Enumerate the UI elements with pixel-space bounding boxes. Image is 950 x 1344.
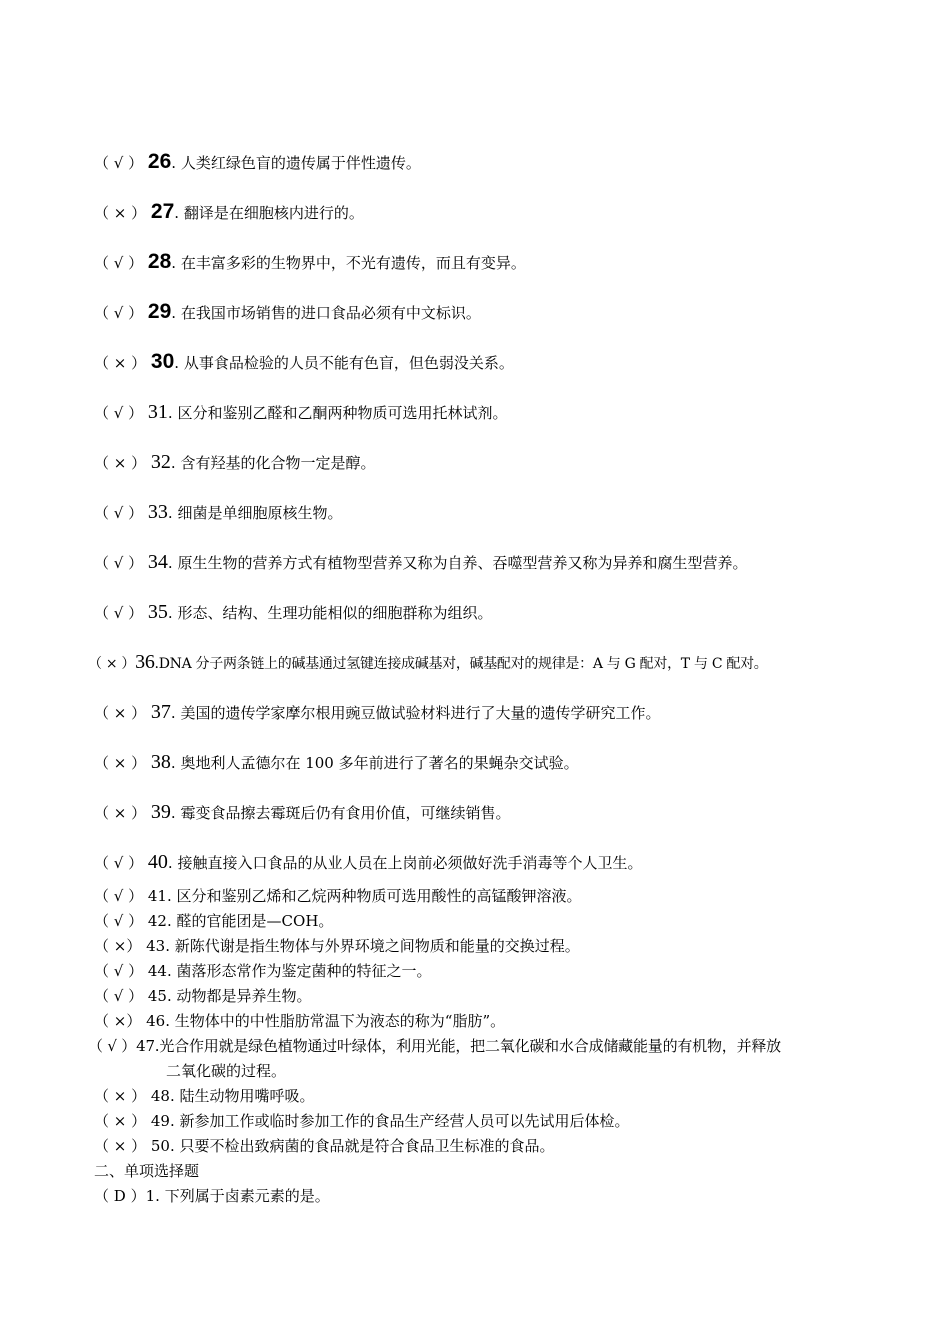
answer-mark: （ √ ） <box>94 987 144 1005</box>
tf-item-37: （ × ） 37. 美国的遗传学家摩尔根用豌豆做试验材料进行了大量的遗传学研究工作。 <box>94 701 661 723</box>
mc-item-1: （ D ）1. 下列属于卤素元素的是。 <box>94 1187 330 1205</box>
item-text: 美国的遗传学家摩尔根用豌豆做试验材料进行了大量的遗传学研究工作。 <box>180 704 661 722</box>
item-text: 在我国市场销售的进口食品必须有中文标识。 <box>180 304 481 322</box>
answer-mark: （ × ） <box>94 1112 147 1130</box>
answer-mark: （ √ ） <box>94 504 144 522</box>
item-number: 34 <box>147 551 168 573</box>
tf-item-48: （ × ） 48. 陆生动物用嘴呼吸。 <box>94 1087 315 1105</box>
answer-mark: （ √ ） <box>94 854 144 872</box>
item-text: 形态、结构、生理功能相似的细胞群称为组织。 <box>177 604 493 622</box>
answer-mark: （ ×） <box>94 937 142 955</box>
item-text: 含有羟基的化合物一定是醇。 <box>180 454 376 472</box>
tf-item-30: （ × ） 30. 从事食品检验的人员不能有色盲，但色弱没关系。 <box>94 350 514 373</box>
tf-item-34: （ √ ） 34. 原生生物的营养方式有植物型营养又称为自养、吞噬型营养又称为异养和腐生型营养。 <box>94 551 748 573</box>
tf-item-43: （ ×） 43. 新陈代谢是指生物体与外界环境之间物质和能量的交换过程。 <box>94 937 580 955</box>
tf-item-49: （ × ） 49. 新参加工作或临时参加工作的食品生产经营人员可以先试用后体检。 <box>94 1112 630 1130</box>
item-number: 47 <box>136 1037 155 1055</box>
item-number: 37 <box>150 701 171 723</box>
item-text: DNA 分子两条链上的碱基通过氢键连接成碱基对，碱基配对的规律是：A 与 G 配对，T 与 C 配对。 <box>158 656 768 672</box>
tf-item-32: （ × ） 32. 含有羟基的化合物一定是醇。 <box>94 451 376 473</box>
item-text: 只要不检出致病菌的食品就是符合食品卫生标准的食品。 <box>179 1137 555 1155</box>
item-number: 27 <box>150 200 175 223</box>
section-heading: 二、单项选择题 <box>94 1162 200 1180</box>
item-number: 46 <box>146 1012 166 1030</box>
tf-item-29: （ √ ） 29. 在我国市场销售的进口食品必须有中文标识。 <box>94 300 481 323</box>
item-number: 45 <box>147 987 167 1005</box>
item-text: 从事食品检验的人员不能有色盲，但色弱没关系。 <box>183 354 514 372</box>
tf-item-36: （ × ）36.DNA 分子两条链上的碱基通过氢键连接成碱基对，碱基配对的规律是：A 与 G 配对，T 与 C 配对。 <box>88 651 768 673</box>
answer-mark: （ √ ） <box>94 887 144 905</box>
item-text: 区分和鉴别乙烯和乙烷两种物质可选用酸性的高锰酸钾溶液。 <box>176 887 582 905</box>
item-number: 41 <box>147 887 167 905</box>
tf-item-42: （ √ ） 42. 醛的官能团是—COH。 <box>94 912 334 930</box>
item-text: 陆生动物用嘴呼吸。 <box>179 1087 315 1105</box>
tf-item-46: （ ×） 46. 生物体中的中性脂肪常温下为液态的称为“脂肪”。 <box>94 1012 506 1030</box>
tf-item-45: （ √ ） 45. 动物都是异养生物。 <box>94 987 312 1005</box>
answer-mark: （ √ ） <box>94 912 144 930</box>
item-number: 39 <box>150 801 171 823</box>
item-text: 霉变食品擦去霉斑后仍有食用价值，可继续销售。 <box>180 804 511 822</box>
item-number: 32 <box>150 451 171 473</box>
item-number: 33 <box>147 501 168 523</box>
item-number: 31 <box>147 401 168 423</box>
answer-mark: （ × ） <box>94 1087 147 1105</box>
answer-mark: （ × ） <box>94 354 147 372</box>
item-number: 42 <box>147 912 167 930</box>
item-number: 28 <box>147 250 172 273</box>
answer-mark: （ √ ） <box>94 304 144 322</box>
item-number: 49 <box>150 1112 170 1130</box>
tf-item-35: （ √ ） 35. 形态、结构、生理功能相似的细胞群称为组织。 <box>94 601 493 623</box>
item-text: 动物都是异养生物。 <box>176 987 312 1005</box>
item-text: 生物体中的中性脂肪常温下为液态的称为“脂肪”。 <box>174 1012 506 1030</box>
answer-mark: （ √ ） <box>94 154 144 172</box>
tf-item-26: （ √ ） 26. 人类红绿色盲的遗传属于伴性遗传。 <box>94 150 421 173</box>
tf-item-40: （ √ ） 40. 接触直接入口食品的从业人员在上岗前必须做好洗手消毒等个人卫生。 <box>94 851 643 873</box>
item-text: 原生生物的营养方式有植物型营养又称为自养、吞噬型营养又称为异养和腐生型营养。 <box>177 554 748 572</box>
answer-mark: （ × ） <box>94 204 147 222</box>
tf-item-27: （ × ） 27. 翻译是在细胞核内进行的。 <box>94 200 364 223</box>
item-text: 人类红绿色盲的遗传属于伴性遗传。 <box>180 154 421 172</box>
item-text: 新陈代谢是指生物体与外界环境之间物质和能量的交换过程。 <box>174 937 580 955</box>
answer-mark: （ ×） <box>94 1012 142 1030</box>
item-number: 44 <box>147 962 167 980</box>
item-text: 区分和鉴别乙醛和乙酮两种物质可选用托林试剂。 <box>177 404 508 422</box>
tf-item-41: （ √ ） 41. 区分和鉴别乙烯和乙烷两种物质可选用酸性的高锰酸钾溶液。 <box>94 887 582 905</box>
tf-item-47-continuation <box>166 1061 286 1081</box>
item-number: 29 <box>147 300 172 323</box>
item-text: 细菌是单细胞原核生物。 <box>177 504 343 522</box>
tf-item-47: （ √ ）47.光合作用就是绿色植物通过叶绿体，利用光能，把二氧化碳和水合成储藏能量的有机物，并释放 <box>88 1037 781 1055</box>
item-number: 36 <box>135 651 155 673</box>
item-text: 新参加工作或临时参加工作的食品生产经营人员可以先试用后体检。 <box>179 1112 630 1130</box>
item-number: 38 <box>150 751 171 773</box>
answer-mark: （ × ） <box>94 1137 147 1155</box>
tf-item-50: （ × ） 50. 只要不检出致病菌的食品就是符合食品卫生标准的食品。 <box>94 1137 555 1155</box>
tf-item-28: （ √ ） 28. 在丰富多彩的生物界中，不光有遗传，而且有变异。 <box>94 250 526 273</box>
answer-mark: （ √ ） <box>94 554 144 572</box>
item-number: 48 <box>150 1087 170 1105</box>
answer-mark: （ √ ） <box>88 1037 137 1055</box>
item-number: 26 <box>147 150 172 173</box>
answer-mark: （ × ） <box>94 704 147 722</box>
item-text: 在丰富多彩的生物界中，不光有遗传，而且有变异。 <box>180 254 526 272</box>
item-number: 30 <box>150 350 175 373</box>
tf-item-44: （ √ ） 44. 菌落形态常作为鉴定菌种的特征之一。 <box>94 962 432 980</box>
item-number: 43 <box>146 937 166 955</box>
answer-mark: （ √ ） <box>94 604 144 622</box>
answer-mark: （ D ） <box>94 1187 146 1205</box>
tf-item-39: （ × ） 39. 霉变食品擦去霉斑后仍有食用价值，可继续销售。 <box>94 801 511 823</box>
item-number: 40 <box>147 851 168 873</box>
item-text: 接触直接入口食品的从业人员在上岗前必须做好洗手消毒等个人卫生。 <box>177 854 643 872</box>
answer-mark: （ √ ） <box>94 254 144 272</box>
item-text: 菌落形态常作为鉴定菌种的特征之一。 <box>176 962 432 980</box>
answer-mark: （ × ） <box>94 454 147 472</box>
answer-mark: （ √ ） <box>94 404 144 422</box>
item-text: 光合作用就是绿色植物通过叶绿体，利用光能，把二氧化碳和水合成储藏能量的有机物，并释放 <box>159 1037 781 1055</box>
item-text: 醛的官能团是—COH。 <box>176 912 334 930</box>
answer-mark: （ × ） <box>94 804 147 822</box>
item-text: 下列属于卤素元素的是。 <box>164 1187 330 1205</box>
item-number: 35 <box>147 601 168 623</box>
item-number: 50 <box>150 1137 170 1155</box>
answer-mark: （ × ） <box>88 656 136 672</box>
tf-item-31: （ √ ） 31. 区分和鉴别乙醛和乙酮两种物质可选用托林试剂。 <box>94 401 508 423</box>
item-text: 奥地利人孟德尔在 100 多年前进行了著名的果蝇杂交试验。 <box>180 754 579 772</box>
tf-item-38: （ × ） 38. 奥地利人孟德尔在 100 多年前进行了著名的果蝇杂交试验。 <box>94 751 579 773</box>
answer-mark: （ √ ） <box>94 962 144 980</box>
item-text: 翻译是在细胞核内进行的。 <box>183 204 364 222</box>
answer-mark: （ × ） <box>94 754 147 772</box>
item-text: 二氧化碳的过程。 <box>166 1062 287 1080</box>
tf-item-33: （ √ ） 33. 细菌是单细胞原核生物。 <box>94 501 343 523</box>
item-number: 1 <box>145 1187 156 1205</box>
